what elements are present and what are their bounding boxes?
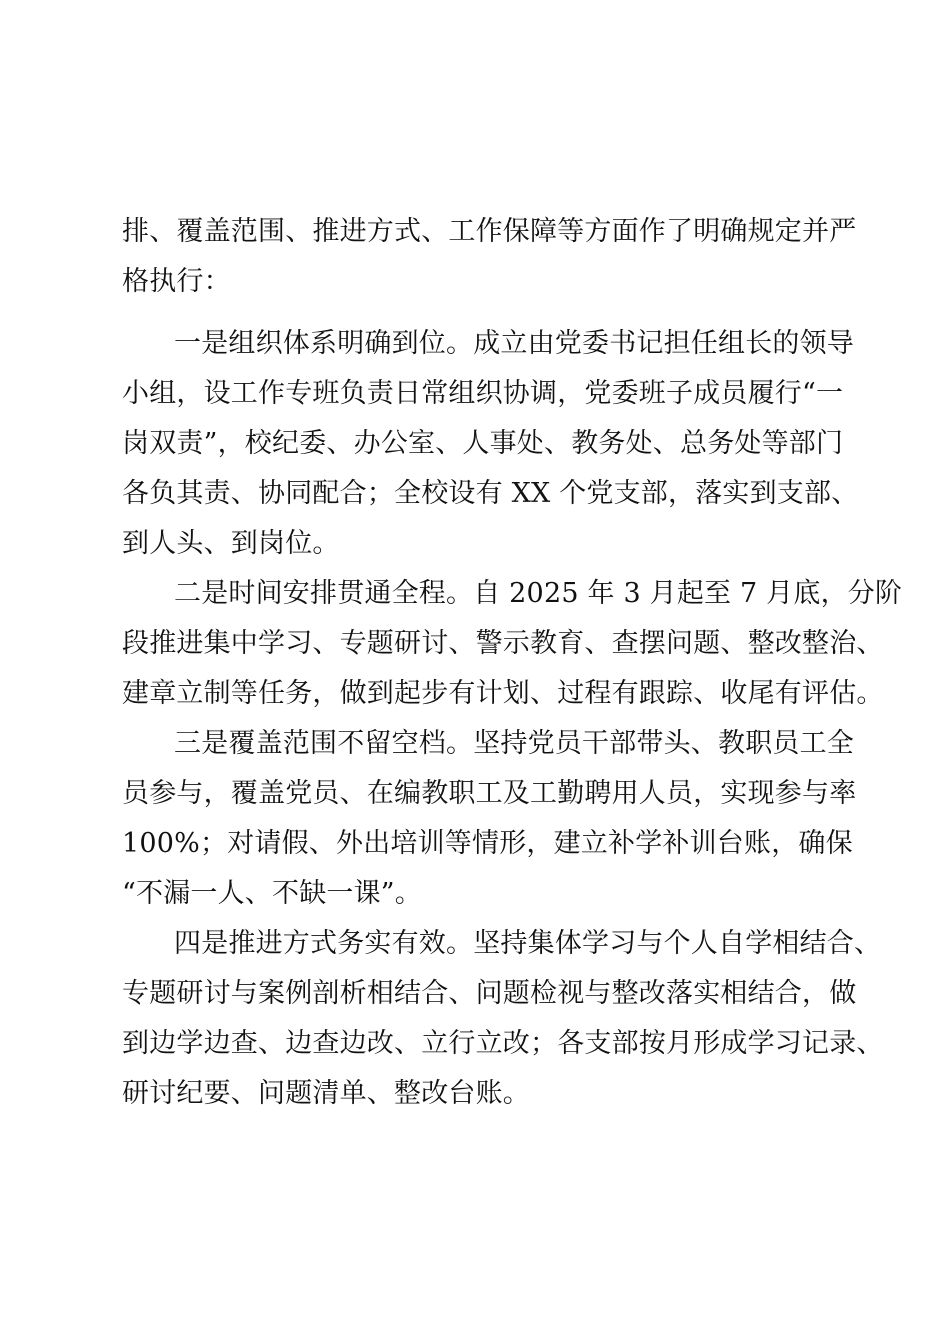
text-line: 各负其责、协同配合；全校设有 XX 个党支部，落实到支部、 xyxy=(122,478,859,509)
text-line: 员参与，覆盖党员、在编教职工及工勤聘用人员，实现参与率 xyxy=(122,778,857,809)
text-line: 100%；对请假、外出培训等情形，建立补学补训台账，确保 xyxy=(122,828,853,859)
paragraph-heading-line: 四是推进方式务实有效。坚持集体学习与个人自学相结合、 xyxy=(174,928,882,959)
paragraph-heading-line: 三是覆盖范围不留空档。坚持党员干部带头、教职员工全 xyxy=(174,728,854,759)
text-line: 岗双责”，校纪委、办公室、人事处、教务处、总务处等部门 xyxy=(122,428,844,459)
text-line: “不漏一人、不缺一课”。 xyxy=(122,878,423,909)
text-line: 研讨纪要、问题清单、整改台账。 xyxy=(122,1078,530,1109)
paragraph-heading-line: 二是时间安排贯通全程。自 2025 年 3 月起至 7 月底，分阶 xyxy=(174,578,903,609)
text-line: 格执行： xyxy=(122,266,231,297)
text-line: 到人头、到岗位。 xyxy=(122,528,340,559)
text-line: 建章立制等任务，做到起步有计划、过程有跟踪、收尾有评估。 xyxy=(122,678,884,709)
text-line: 小组，设工作专班负责日常组织协调，党委班子成员履行“一 xyxy=(122,378,844,409)
text-line: 排、覆盖范围、推进方式、工作保障等方面作了明确规定并严 xyxy=(122,216,857,247)
text-line: 专题研讨与案例剖析相结合、问题检视与整改落实相结合，做 xyxy=(122,978,857,1009)
paragraph-heading-line: 一是组织体系明确到位。成立由党委书记担任组长的领导 xyxy=(174,328,854,359)
text-line: 到边学边查、边查边改、立行立改；各支部按月形成学习记录、 xyxy=(122,1028,884,1059)
text-line: 段推进集中学习、专题研讨、警示教育、查摆问题、整改整治、 xyxy=(122,628,884,659)
